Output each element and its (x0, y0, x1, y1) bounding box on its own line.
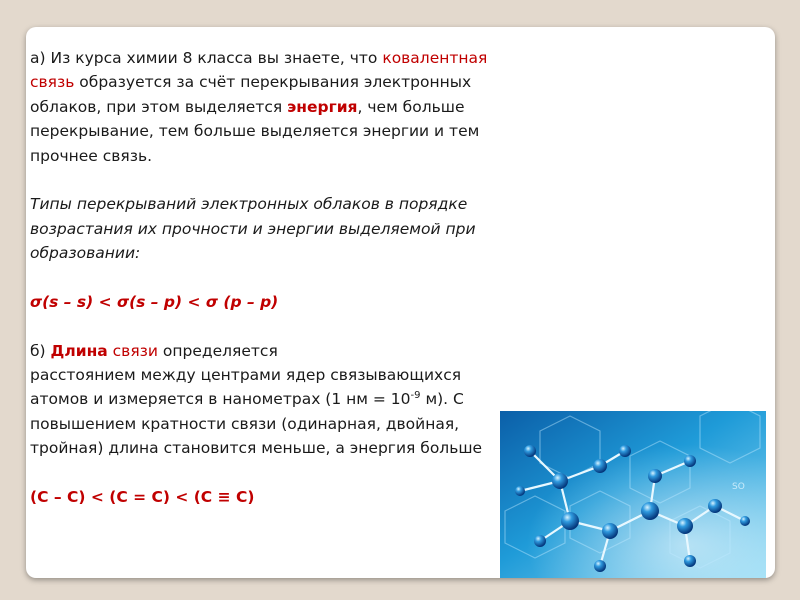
paragraph-b-line-4: повышением кратности связи (одинарная, двойная, (30, 414, 460, 433)
bond-order-formula: (С – С) < (С = С) < (С ≡ С) (30, 488, 255, 507)
text-span: б) (30, 341, 51, 360)
paragraph-b-line-3 (30, 387, 650, 411)
paragraph-b-line-5: тройная) длина становится меньше, а энергия больше (30, 439, 483, 458)
text-span: атомов и измеряется в нанометрах (1 нм = 10 (30, 390, 411, 409)
text-span: а) Из курса химии 8 класса вы знаете, что (30, 49, 383, 67)
sigma-formula: σ(s – s) < σ(s – p) < σ (p – p) (30, 292, 279, 311)
text-span: м). С (420, 390, 464, 409)
text-span: определяется (157, 341, 278, 360)
paragraph-a-line-2 (30, 70, 650, 94)
bond-term: связь (30, 73, 75, 92)
types-line-2: возрастания их прочности и энергии выделяемой при (30, 219, 476, 238)
covalent-term: ковалентная (382, 49, 488, 67)
types-line-3: образовании: (30, 244, 141, 263)
exponent: -9 (410, 390, 421, 402)
bond-term-b: связи (107, 341, 158, 360)
spacer (30, 168, 650, 192)
text-span: облаков, при этом выделяется (30, 97, 288, 116)
spacer (30, 266, 650, 290)
paragraph-a-line-3 (30, 95, 650, 119)
molecule-image (500, 411, 766, 578)
paragraph-a-line-5: прочнее связь. (30, 146, 153, 165)
length-term: Длина (50, 341, 108, 360)
text-span: , чем больше (357, 97, 465, 116)
energy-term: энергия (287, 97, 358, 116)
paragraph-a-line-4: перекрывание, тем больше выделяется энергии и тем (30, 122, 480, 141)
text-span: образуется за счёт перекрывания электронных (74, 73, 472, 92)
molecule-label: SO (732, 482, 745, 492)
paragraph-b-line-2: расстоянием между центрами ядер связывающихся (30, 366, 462, 385)
paragraph-a-line-1 (30, 46, 650, 70)
paragraph-b-line-1 (30, 339, 650, 363)
types-line-1: Типы перекрываний электронных облаков в порядке (30, 195, 468, 214)
spacer (30, 314, 650, 338)
